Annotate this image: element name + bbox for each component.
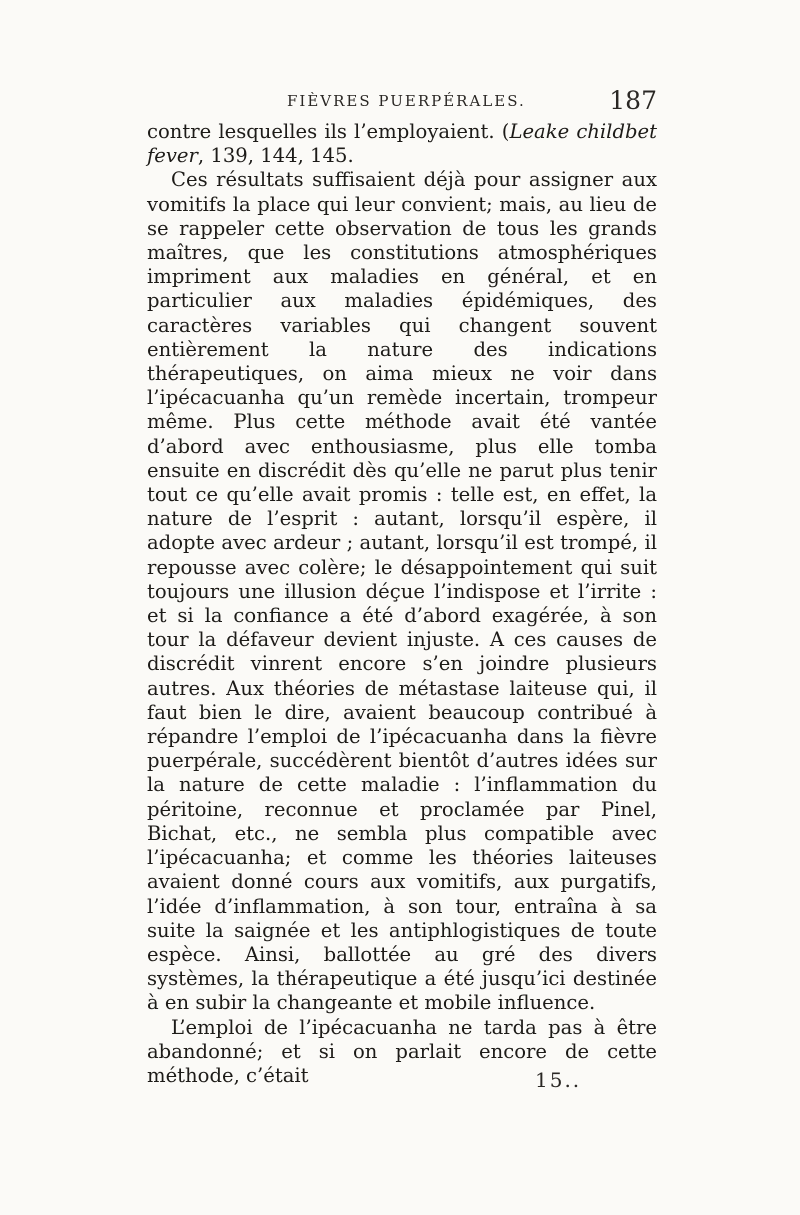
paragraph-continuation [147,120,657,168]
citation-title: Leake childbet fever [147,120,658,168]
paragraph-main: Ces résultats suffisaient déjà pour assigner aux vomitifs la place qui leur convient; mais, au lieu de se rappeler cette observation de tous les grands maîtres, que les constitutions atmosphériques impriment aux maladies en général, et en particulier aux maladies épidémiques, des caractères variables qui changent souvent entièrement la nature des indications thérapeutiques, on aima mieux ne voir dans l’ipécacuanha qu’un remède incertain, trompeur même. Plus cette méthode avait été vantée d’abord avec enthousiasme, plus elle tomba ensuite en discrédit dès qu’elle ne parut plus tenir tout ce qu’elle avait promis : telle est, en effet, la nature de l’esprit : autant, lorsqu’il espère, il adopte avec ardeur ; autant, lorsqu’il est trompé, il repousse avec colère; le désappointement qui suit toujours une illusion déçue l’indispose et l’irrite : et si la confiance a été d’abord exagérée, à son tour la défaveur devient injuste. A ces causes de discrédit vinrent encore s’en joindre plusieurs autres. Aux théories de métastase laiteuse qui, il faut bien le dire, avaient beaucoup contribué à répandre l’emploi de l’ipécacuanha dans la fièvre puerpérale, succédèrent bientôt d’autres idées sur la nature de cette maladie : l’inflammation du péritoine, reconnue et proclamée par Pinel, Bichat, etc., ne sembla plus compatible avec l’ipécacuanha; et comme les théories laiteuses avaient donné cours aux vomitifs, aux purgatifs, l’idée d’inflammation, à son tour, entraîna à sa suite la saignée et les antiphlogistiques de toute espèce. Ainsi, ballottée au gré des divers systèmes, la thérapeutique a été jusqu’ici destinée à en subir la changeante et mobile influence. [147,168,657,1015]
paragraph-continuation-end: , 139, 144, 145. [197,144,354,168]
running-header [147,86,657,120]
paragraph-last: L’emploi de l’ipécacuanha ne tarda pas à être abandonné; et si on parlait encore de cette méthode, c’était [147,1015,657,1087]
paragraph-continuation-start: contre lesquelles ils l’employaient. ( [147,120,510,143]
book-page [147,86,658,1088]
signature-mark: 15.. [535,1068,582,1092]
page-number: 187 [609,86,657,115]
running-title: FIÈVRES PUERPÉRALES. [287,92,526,110]
